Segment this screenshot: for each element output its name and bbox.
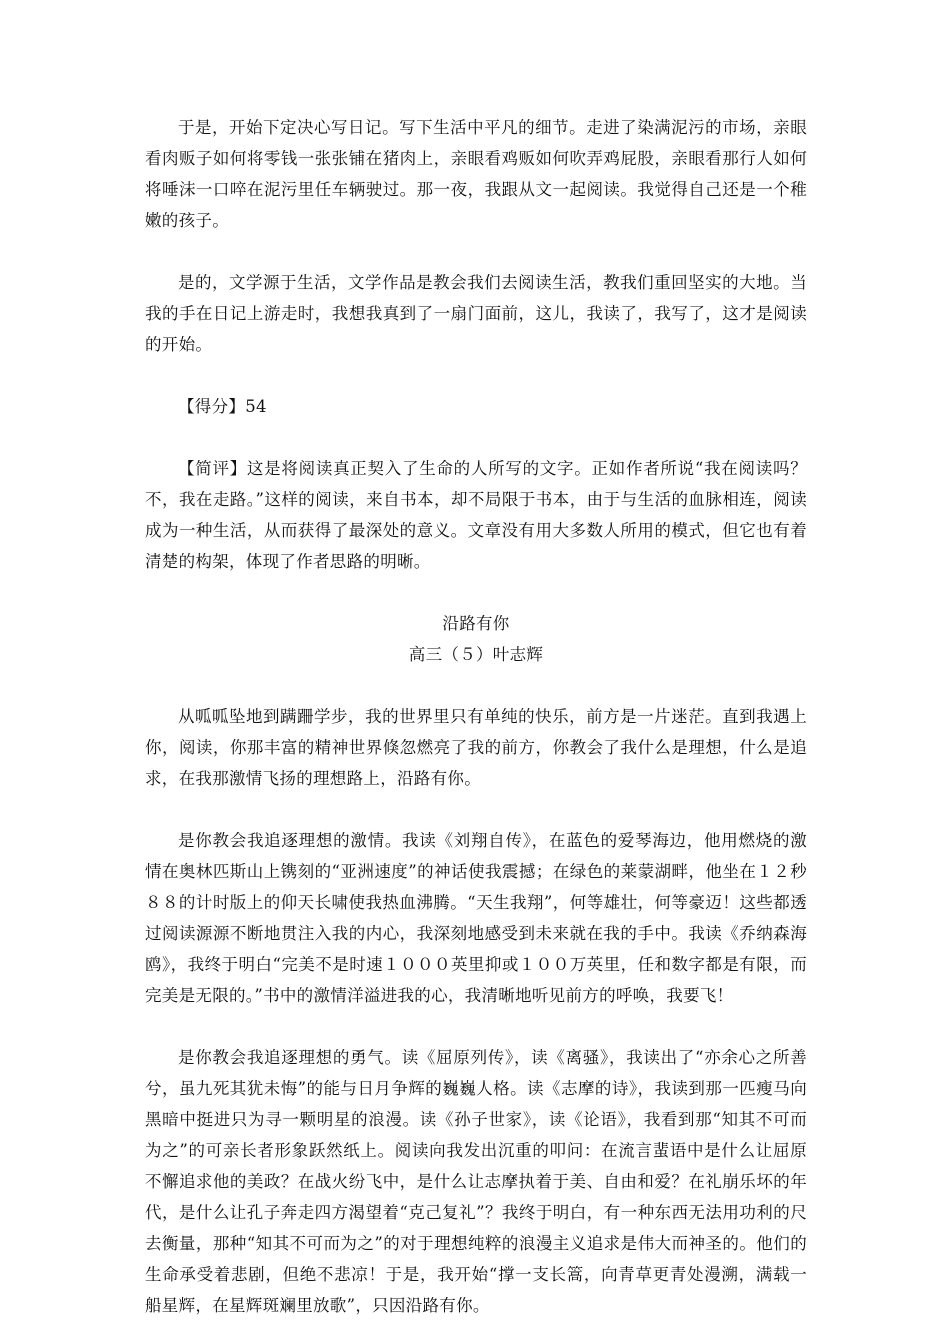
paragraph-diary: 于是，开始下定决心写日记。写下生活中平凡的细节。走进了染满泥污的市场，亲眼看肉贩子如何将零钱一张张铺在猪肉上，亲眼看鸡贩如何吹弄鸡屁股，亲眼看那行人如何将唾沫一口啐在泥污里任车辆驶过。那一夜，我跟从文一起阅读。我觉得自己还是一个稚嫩的孩子。 (145, 118, 807, 230)
essay-title: 沿路有你 (442, 614, 510, 633)
essay-paragraph-passion: 是你教会我追逐理想的激情。我读《刘翔自传》，在蓝色的爱琴海边，他用燃烧的激情在奥林匹斯山上镌刻的“亚洲速度”的神话使我震撼；在绿色的莱蒙湖畔，他坐在１２秒８８的计时版上的仰天长啸使我热血沸腾。“天生我翔”，何等雄壮，何等豪迈！这些都透过阅读源源不断地贯注入我的内心，我深刻地感受到未来就在我的手中。我读《乔纳森海鸥》，我终于明白“完美不是时速１０００英里抑或１００万英里，任和数字都是有限，而完美是无限的。”书中的激情洋溢进我的心，我清晰地听见前方的呼唤，我要飞！ (145, 831, 807, 1005)
essay-paragraph-courage: 是你教会我追逐理想的勇气。读《屈原列传》，读《离骚》，我读出了“亦余心之所善兮，虽九死其犹未悔”的能与日月争辉的巍巍人格。读《志摩的诗》，我读到那一匹瘦马向黑暗中挺进只为寻一颗明星的浪漫。读《孙子世家》，读《论语》，我看到那“知其不可而为之”的可亲长者形象跃然纸上。阅读向我发出沉重的叩问：在流言蜚语中是什么让屈原不懈追求他的美政？在战火纷飞中，是什么让志摩执着于美、自由和爱？在礼崩乐坏的年代，是什么让孔子奔走四方渴望着“克己复礼”？我终于明白，有一种东西无法用功利的尺去衡量，那种“知其不可而为之”的对于理想纯粹的浪漫主义追求是伟大而神圣的。他们的生命承受着悲剧，但绝不悲凉！于是，我开始“撑一支长篙，向青草更青处漫溯，满载一船星辉，在星辉斑斓里放歌”，只因沿路有你。 (145, 1048, 807, 1315)
comment-paragraph: 【简评】这是将阅读真正契入了生命的人所写的文字。正如作者所说“我在阅读吗？不，我在走路。”这样的阅读，来自书本，却不局限于书本，由于与生活的血脉相连，阅读成为一种生活，从而获得了最深处的意义。文章没有用大多数人所用的模式，但它也有着清楚的构架，体现了作者思路的明晰。 (145, 459, 807, 571)
document-page (145, 112, 807, 1321)
essay-author: 高三（５）叶志辉 (408, 645, 544, 664)
essay-paragraph-intro: 从呱呱坠地到蹒跚学步，我的世界里只有单纯的快乐，前方是一片迷茫。直到我遇上你，阅读，你那丰富的精神世界倏忽燃亮了我的前方，你教会了我什么是理想，什么是追求，在我那激情飞扬的理想路上，沿路有你。 (145, 707, 807, 788)
paragraph-literature: 是的，文学源于生活，文学作品是教会我们去阅读生活，教我们重回坚实的大地。当我的手在日记上游走时，我想我真到了一扇门面前，这儿，我读了，我写了，这才是阅读的开始。 (145, 273, 807, 354)
score-line: 【得分】54 (178, 397, 267, 416)
